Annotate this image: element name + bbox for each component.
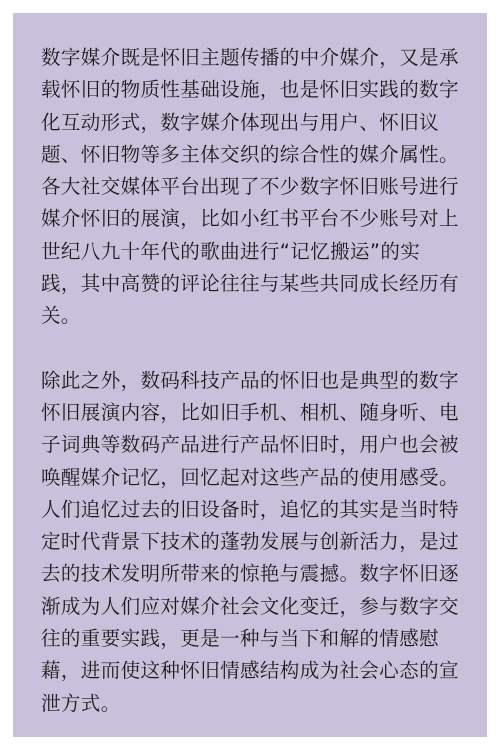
paragraph-2 [41, 365, 463, 720]
text-line: 数字媒介既是怀旧主题传播的中介媒介，又是承 [41, 46, 459, 69]
text-line: 渐成为人们应对媒介社会文化变迁，参与数字交 [41, 594, 459, 618]
text-line: 媒介怀旧的展演，比如小红书平台不少账号对上 [41, 207, 459, 231]
text-line: 子词典等数码产品进行产品怀旧时，用户也会被 [41, 433, 459, 457]
text-line: 化互动形式，数字媒介体现出与用户、怀旧议 [41, 110, 440, 134]
text-line: 载怀旧的物质性基础设施，也是怀旧实践的数字 [41, 78, 459, 102]
text-line: 怀旧展演内容，比如旧手机、相机、随身听、电 [41, 400, 459, 424]
text-line: 题、怀旧物等多主体交织的综合性的媒介属性。 [41, 142, 459, 166]
paragraph-gap [41, 333, 463, 365]
text-line: 定时代背景下技术的蓬勃发展与创新活力，是过 [41, 530, 459, 554]
text-line: 唤醒媒介记忆，回忆起对这些产品的使用感受。 [41, 465, 459, 489]
text-line: 世纪八九十年代的歌曲进行“记忆搬运”的实 [41, 239, 421, 263]
text-line: 泄方式。 [41, 691, 121, 715]
text-line: 关。 [41, 304, 81, 328]
text-line: 除此之外，数码科技产品的怀旧也是典型的数字 [41, 368, 459, 392]
paragraph-1 [41, 42, 463, 333]
text-line: 各大社交媒体平台出现了不少数字怀旧账号进行 [41, 175, 459, 199]
text-panel [13, 13, 487, 737]
text-line: 践，其中高赞的评论往往与某些共同成长经历有 [41, 272, 459, 296]
text-line: 藉，进而使这种怀旧情感结构成为社会心态的宣 [41, 659, 459, 683]
text-line: 人们追忆过去的旧设备时，追忆的其实是当时特 [41, 497, 459, 521]
text-line: 往的重要实践，更是一种与当下和解的情感慰 [41, 627, 440, 651]
text-line: 去的技术发明所带来的惊艳与震撼。数字怀旧逐 [41, 562, 459, 586]
